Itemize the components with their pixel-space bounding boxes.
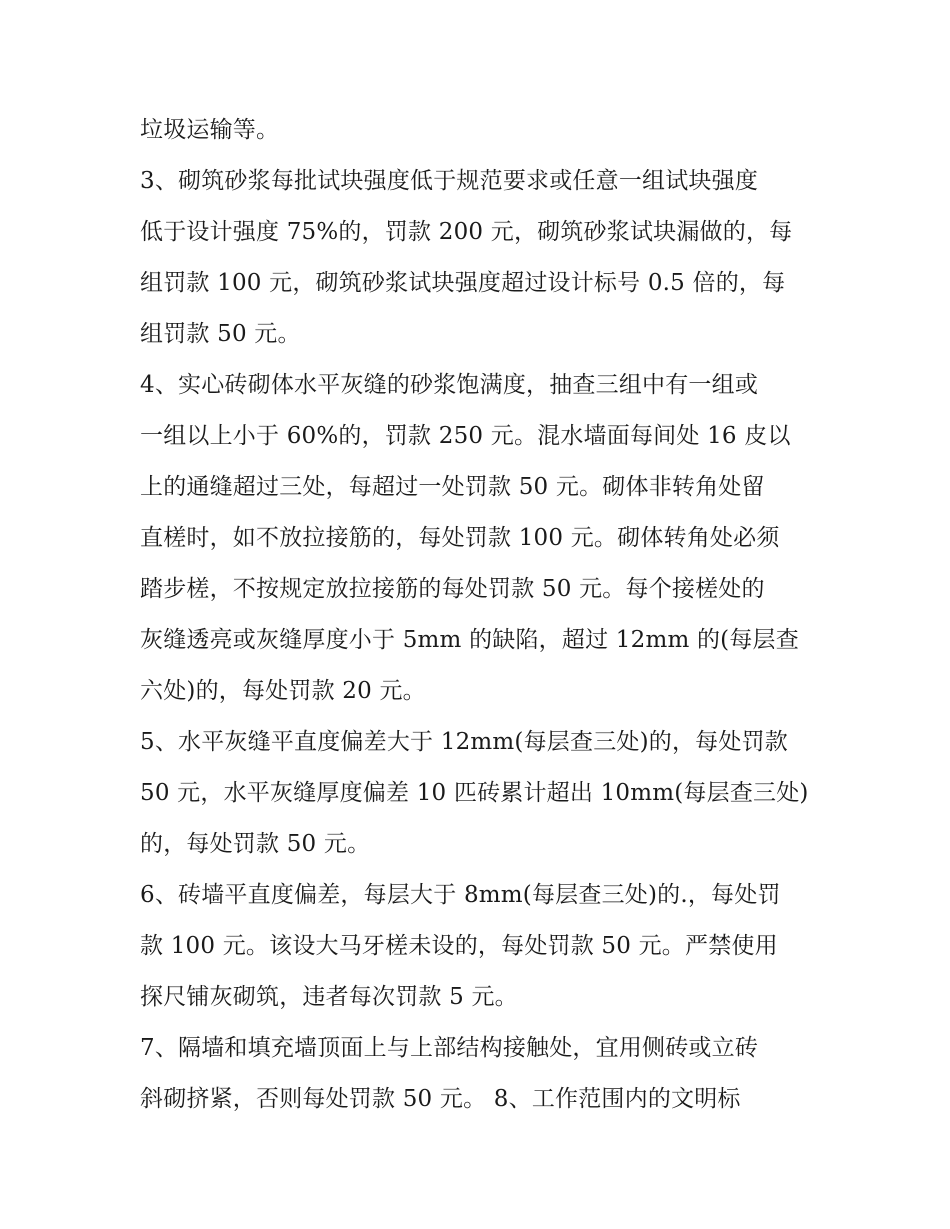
text-line: 垃圾运输等。: [140, 117, 280, 143]
text-line: 一组以上小于 60%的，罚款 250 元。混水墙面每间处 16 皮以: [140, 423, 791, 449]
text-line: 上的通缝超过三处，每超过一处罚款 50 元。砌体非转角处留: [140, 474, 765, 500]
text-line: 款 100 元。该设大马牙槎未设的，每处罚款 50 元。严禁使用: [140, 933, 778, 959]
text-line: 组罚款 50 元。: [140, 321, 301, 347]
text-line: 踏步槎，不按规定放拉接筋的每处罚款 50 元。每个接槎处的: [140, 576, 765, 602]
text-line: 3、砌筑砂浆每批试块强度低于规范要求或任意一组试块强度: [140, 168, 759, 194]
text-line: 探尺铺灰砌筑，违者每次罚款 5 元。: [140, 984, 518, 1010]
text-line: 低于设计强度 75%的，罚款 200 元，砌筑砂浆试块漏做的，每: [140, 219, 793, 245]
text-line: 直槎时，如不放拉接筋的，每处罚款 100 元。砌体转角处必须: [140, 525, 780, 551]
text-line: 组罚款 100 元，砌筑砂浆试块强度超过设计标号 0.5 倍的，每: [140, 270, 786, 296]
text-line: 5、水平灰缝平直度偏差大于 12mm(每层查三处)的，每处罚款: [140, 729, 788, 755]
text-line: 6、砖墙平直度偏差，每层大于 8mm(每层查三处)的.，每处罚: [140, 882, 781, 908]
text-line: 4、实心砖砌体水平灰缝的砂浆饱满度，抽查三组中有一组或: [140, 372, 759, 398]
document-body: [140, 105, 820, 1125]
text-line: 50 元，水平灰缝厚度偏差 10 匹砖累计超出 10mm(每层查三处): [140, 780, 809, 806]
text-line: 六处)的，每处罚款 20 元。: [140, 678, 426, 704]
text-line: 7、隔墙和填充墙顶面上与上部结构接触处，宜用侧砖或立砖: [140, 1035, 759, 1061]
text-line: 灰缝透亮或灰缝厚度小于 5mm 的缺陷，超过 12mm 的(每层查: [140, 627, 799, 653]
text-line: 斜砌挤紧，否则每处罚款 50 元。 8、工作范围内的文明标: [140, 1086, 741, 1112]
text-line: 的，每处罚款 50 元。: [140, 831, 371, 857]
